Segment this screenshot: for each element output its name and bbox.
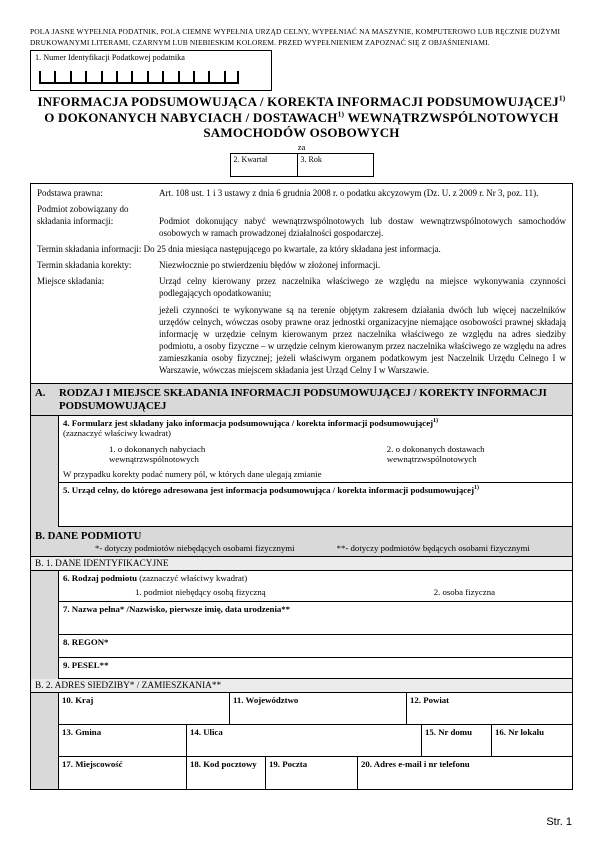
field-13-gmina[interactable]: 13. Gmina — [59, 725, 187, 757]
form-instructions: POLA JASNE WYPEŁNIA PODATNIK, POLA CIEMNE WYPEŁNIA URZĄD CELNY, WYPEŁNIAĆ NA MASZYNIE, KOMPUTEROWO LUB RĘCZNIE DUŻYMI DRUKOWANYMI LITERAMI, CZARNYM LUB NIEBIESKIM KOLOREM. PRZED WYPEŁNIENIEM ZAPOZNAĆ SIĘ Z OBJAŚNIENIAMI. — [30, 27, 561, 48]
section-b1-body — [31, 571, 572, 679]
nip-digit-cell[interactable] — [39, 71, 54, 82]
section-b2-left-strip — [31, 693, 58, 789]
quarter-year-box — [230, 153, 374, 177]
nip-digit-cell[interactable] — [85, 71, 100, 82]
legal-row-podmiot — [37, 204, 566, 240]
section-b1-header: B. 1. DANE IDENTYFIKACYJNE — [31, 557, 572, 571]
quarter-input[interactable] — [231, 154, 298, 176]
form-body-outline — [30, 384, 573, 790]
page-number: Str. 1 — [546, 816, 572, 828]
legal-text: Art. 108 ust. 1 i 3 ustawy z dnia 6 grudnia 2008 r. o podatku akcyzowym (Dz. U. z 2009 r. Nr 3, poz. 11). — [159, 188, 539, 199]
form-title-line3: SAMOCHODÓW OSOBOWYCH — [203, 125, 400, 140]
field-4-option-nabycia[interactable]: 1. o dokonanych nabyciach wewnątrzwspólnotowych — [109, 443, 206, 464]
section-b1-left-strip — [31, 571, 58, 679]
section-b-title: DANE PODMIOTU — [47, 529, 142, 542]
section-a-letter: A. — [35, 386, 46, 399]
legal-label: Termin składania korekty: — [37, 260, 132, 271]
field-9-box[interactable] — [59, 658, 572, 679]
footnote-ref: 1) — [474, 484, 479, 491]
section-a-body — [31, 416, 572, 527]
legal-label: Termin składania informacji: — [37, 244, 142, 255]
footnote-ref: 1) — [433, 417, 439, 424]
nip-digit-cell[interactable] — [193, 71, 208, 82]
field-11-wojewodztwo[interactable]: 11. Województwo — [230, 693, 407, 725]
field-14-ulica[interactable]: 14. Ulica — [187, 725, 422, 757]
field-5-box[interactable] — [59, 483, 572, 527]
legal-text: Urząd celny kierowany przez naczelnika właściwego ze względu na miejsce wykonywania czynności podlegających opodatkowaniu; — [159, 276, 566, 299]
field-17-miejscowosc[interactable]: 17. Miejscowość — [59, 757, 187, 789]
footnote-ref: 1) — [337, 109, 345, 119]
legal-row-miejsce — [37, 276, 566, 377]
legal-label: Miejsce składania: — [37, 276, 105, 287]
address-row-1 — [59, 693, 572, 725]
nip-digit-cell[interactable] — [101, 71, 116, 82]
field-18-kod-pocztowy[interactable]: 18. Kod pocztowy — [187, 757, 266, 789]
section-b-note-1: *- dotyczy podmiotów niebędących osobami fizycznymi — [95, 542, 295, 553]
form-title-line2: O DOKONANYCH NABYCIACH / DOSTAWACH$^{1)}$ WEWNĄTRZWSPÓLNOTOWYCH — [44, 109, 559, 125]
nip-digit-cell[interactable] — [116, 71, 131, 82]
field-9-label: 9. PESEL** — [63, 659, 109, 670]
field-6-label: 6. Rodzaj podmiotu — [63, 572, 138, 583]
field-4-box — [59, 416, 572, 483]
field-8-label: 8. REGON* — [63, 636, 109, 647]
nip-comb[interactable] — [39, 71, 239, 84]
address-row-3 — [59, 757, 572, 789]
field-7-label: 7. Nazwa pełna* /Nazwisko, pierwsze imię, data urodzenia** — [63, 603, 291, 614]
form-title-line1: INFORMACJA PODSUMOWUJĄCA / KOREKTA INFORMACJI PODSUMOWUJĄCEJ$^{1)}$ — [37, 94, 566, 110]
field-6-box — [59, 571, 572, 602]
section-a-header — [31, 384, 572, 416]
field-4-note: (zaznaczyć właściwy kwadrat) — [63, 427, 171, 438]
legal-info-box — [30, 183, 573, 384]
section-a-title: RODZAJ I MIEJSCE SKŁADANIA INFORMACJI PODSUMOWUJĄCEJ / KOREKTY INFORMACJI PODSUMOWUJĄCEJ — [59, 386, 547, 412]
nip-digit-cell[interactable] — [70, 71, 85, 82]
field-6-option-podmiot[interactable]: 1. podmiot niebędący osobą fizyczną — [135, 586, 266, 597]
legal-text: Podmiot dokonujący nabyć wewnątrzwspólnotowych lub dostaw wewnątrzwspólnotowych samochodów osobowych w ramach prowadzonej działalności gospodarczej. — [159, 216, 566, 239]
legal-row-termin-korekty — [37, 260, 566, 272]
field-16-nr-lokalu[interactable]: 16. Nr lokalu — [492, 725, 572, 757]
field-6-note: (zaznaczyć właściwy kwadrat) — [139, 572, 248, 583]
legal-text: Do 25 dnia miesiąca następującego po kwartale, za który składana jest informacja. — [143, 244, 441, 255]
field-6-option-osoba-fizyczna[interactable]: 2. osoba fizyczna — [433, 586, 495, 597]
legal-row-podstawa — [37, 188, 566, 200]
nip-field-label: 1. Numer Identyfikacji Podatkowej podatnika — [35, 53, 185, 63]
nip-digit-cell[interactable] — [162, 71, 177, 82]
nip-digit-cell[interactable] — [131, 71, 146, 82]
section-b2-header: B. 2. ADRES SIEDZIBY* / ZAMIESZKANIA** — [31, 679, 572, 693]
field-19-poczta[interactable]: 19. Poczta — [266, 757, 358, 789]
year-input[interactable] — [298, 154, 373, 176]
legal-text: Niezwłocznie po stwierdzeniu błędów w złożonej informacji. — [159, 260, 381, 271]
nip-field-box — [30, 50, 272, 91]
nip-digit-cell[interactable] — [208, 71, 223, 82]
field-4-option-dostawy[interactable]: 2. o dokonanych dostawach wewnątrzwspólnotowych — [386, 443, 485, 464]
nip-digit-cell[interactable] — [54, 71, 69, 82]
address-row-2 — [59, 725, 572, 757]
field-4-label: 4. Formularz jest składany jako informacja podsumowująca / korekta informacji podsumowującej — [63, 417, 434, 428]
footnote-ref: 1) — [558, 94, 566, 104]
section-b-note-2: **- dotyczy podmiotów będących osobami fizycznymi — [336, 542, 530, 553]
legal-label: Podmiot zobowiązany do składania informacji: — [37, 204, 129, 227]
section-b-letter: B. — [35, 529, 45, 542]
nip-digit-cell[interactable] — [224, 71, 239, 82]
legal-text: jeżeli czynności te wykonywane są na terenie objętym zakresem działania dwóch lub więcej naczelników urzędów celnych, wówczas osoby prawne oraz jednostki organizacyjne niemające osobowości prawnej składają informację w urzędzie celnym kierowanym przez naczelnika właściwego ze względu na adres siedziby podmiotu, a osoby fizyczne – w urzędzie celnym kierowanym przez naczelnika właściwego ze względu na adres zamieszkania osoby fizycznej; jeżeli właściwym organem podatkowym jest Naczelnik Urzędu Celnego I w Warszawie, wówczas miejscem składania jest Urząd Celny I w Warszawie. — [159, 305, 566, 375]
field-4-correction-note: W przypadku korekty podać numery pól, w których dane ulegają zmianie — [63, 468, 322, 479]
year-label: 3. Rok — [300, 155, 322, 165]
quarter-label: 2. Kwartał — [233, 155, 268, 165]
legal-label: Podstawa prawna: — [37, 188, 103, 199]
section-b-header — [31, 527, 572, 557]
za-label: za — [297, 142, 306, 153]
form-title — [30, 94, 573, 140]
field-7-box[interactable] — [59, 602, 572, 635]
section-b2-body — [31, 693, 572, 789]
legal-row-termin-informacji — [37, 244, 566, 256]
field-12-powiat[interactable]: 12. Powiat — [407, 693, 572, 725]
nip-digit-cell[interactable] — [147, 71, 162, 82]
nip-digit-cell[interactable] — [178, 71, 193, 82]
field-15-nr-domu[interactable]: 15. Nr domu — [422, 725, 492, 757]
field-5-label: 5. Urząd celny, do którego adresowana jest informacja podsumowująca / korekta informacji podsumowującej — [63, 484, 474, 495]
section-a-left-strip — [31, 416, 58, 527]
field-20-email-telefon[interactable]: 20. Adres e-mail i nr telefonu — [361, 758, 470, 769]
field-8-box[interactable] — [59, 635, 572, 658]
field-10-kraj[interactable]: 10. Kraj — [59, 693, 230, 725]
